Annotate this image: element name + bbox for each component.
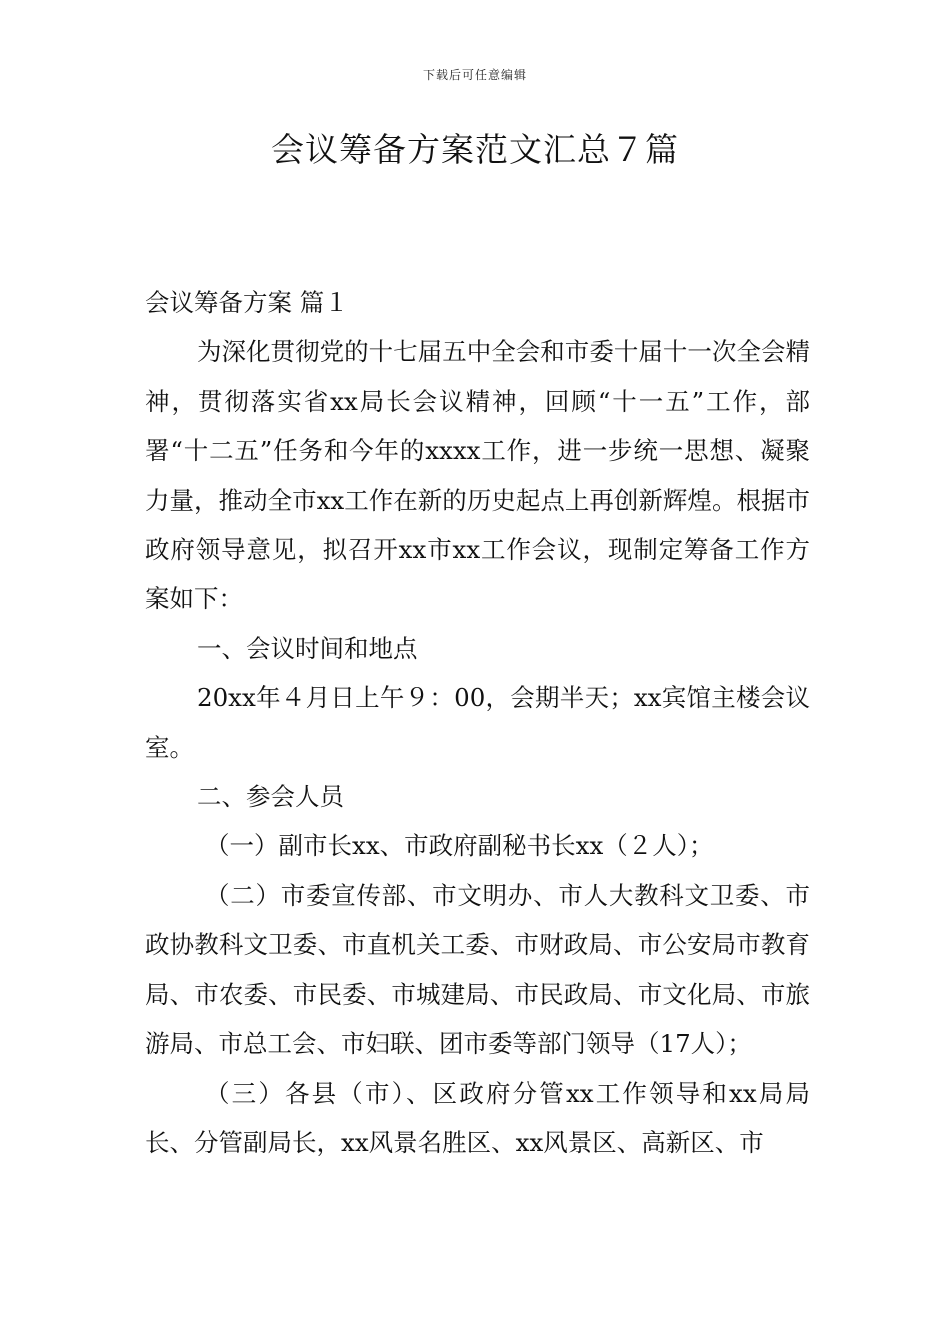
- document-title: 会议筹备方案范文汇总７篇: [271, 130, 679, 169]
- intro-paragraph: 为深化贯彻党的十七届五中全会和市委十届十一次全会精神，贯彻落实省xx局长会议精神，回顾“十一五”工作，部署“十二五”任务和今年的xxxx工作，进一步统一思想、凝聚力量，推动全市xx工作在新的历史起点上再创新辉煌。根据市政府领导意见，拟召开xx市xx工作会议，现制定筹备工作方案如下：: [145, 337, 810, 614]
- attendees-item-1: （一）副市长xx、市政府副秘书长xx（２人）；: [205, 831, 714, 861]
- attendees-item-3: （三）各县（市）、区政府分管xx工作领导和xx局局长、分管副局长，xx风景名胜区、xx风景区、高新区、市: [145, 1078, 810, 1157]
- section-heading: 会议筹备方案 篇１: [145, 288, 349, 317]
- header-note: 下载后可任意编辑: [422, 68, 527, 82]
- document-body: [145, 278, 810, 1167]
- meeting-time-place-paragraph: 20xx年４月日上午９：00，会期半天；xx宾馆主楼会议室。: [145, 683, 810, 762]
- heading-attendees: 二、参会人员: [197, 782, 344, 812]
- attendees-item-2: （二）市委宣传部、市文明办、市人大教科文卫委、市政协教科文卫委、市直机关工委、市财政局、市公安局市教育局、市农委、市民委、市城建局、市民政局、市文化局、市旅游局、市总工会、市妇联、团市委等部门领导（17人）；: [145, 880, 810, 1059]
- heading-meeting-time-place: 一、会议时间和地点: [197, 633, 418, 663]
